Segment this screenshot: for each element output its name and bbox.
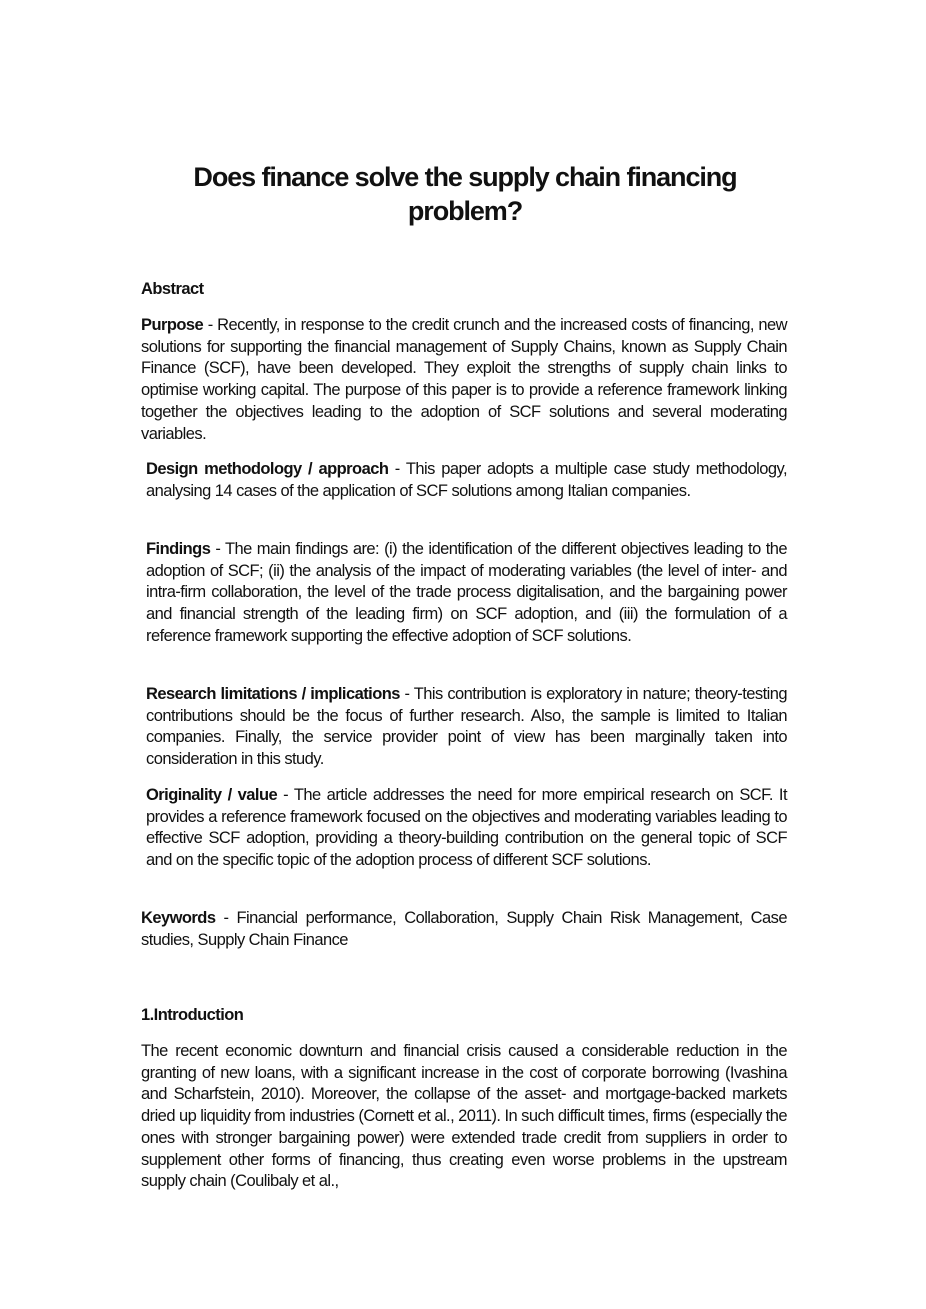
abstract-purpose: [141, 315, 787, 445]
keywords-text: - Financial performance, Collaboration, Supply Chain Risk Management, Case studies, Supply Chain Finance: [141, 909, 787, 949]
originality-label: Originality / value: [146, 786, 278, 804]
introduction-heading: 1.Introduction: [141, 1006, 244, 1024]
abstract-limitations: [141, 684, 787, 771]
design-text: - This paper adopts a multiple case study methodology, analysing 14 cases of the application of SCF solutions among Italian companies.: [146, 460, 787, 500]
purpose-text: - Recently, in response to the credit crunch and the increased costs of financing, new solutions for supporting the financial management of Supply Chains, known as Supply Chain Finance (SCF), have been developed. They exploit the strengths of supply chain links to optimise working capital. The purpose of this paper is to provide a reference framework linking together the objectives leading to the adoption of SCF solutions and several moderating variables.: [141, 316, 787, 443]
paper-title: Does finance solve the supply chain financing problem?: [193, 162, 737, 226]
keywords-label: Keywords: [141, 909, 216, 927]
introduction-paragraph: The recent economic downturn and financial crisis caused a considerable reduction in the granting of new loans, with a significant increase in the cost of corporate borrowing (Ivashina and Scharfstein, 2010). Moreover, the collapse of the asset- and mortgage-backed markets dried up liquidity from industries (Cornett et al., 2011). In such difficult times, firms (especially the ones with stronger bargaining power) were extended trade credit from suppliers in order to supplement other forms of financing, thus creating even worse problems in the upstream supply chain (Coulibaly et al.,: [141, 1042, 787, 1191]
originality-text: - The article addresses the need for more empirical research on SCF. It provides a reference framework focused on the objectives and moderating variables leading to effective SCF adoption, providing a theory-building contribution on the general topic of SCF and on the specific topic of the adoption process of different SCF solutions.: [146, 786, 788, 870]
purpose-label: Purpose: [141, 316, 204, 334]
abstract-keywords: [141, 908, 787, 951]
findings-label: Findings: [146, 540, 211, 558]
findings-text: - The main findings are: (i) the identification of the different objectives leading to the adoption of SCF; (ii) the analysis of the impact of moderating variables (the level of inter- and intra-firm collaboration, the level of the trade process digitalisation, and the bargaining power and financial strength of the leading firm) on SCF adoption, and (iii) the formulation of a reference framework supporting the effective adoption of SCF solutions.: [146, 540, 787, 645]
abstract-originality: [141, 785, 787, 872]
abstract-heading: Abstract: [141, 280, 204, 298]
abstract-design: [141, 459, 787, 502]
limitations-label: Research limitations / implications: [146, 685, 400, 703]
abstract-findings: [141, 539, 787, 648]
limitations-text: - This contribution is exploratory in nature; theory-testing contributions should be the focus of further research. Also, the sample is limited to Italian companies. Finally, the service provider point of view has been marginally taken into consideration in this study.: [146, 685, 787, 769]
design-label: Design methodology / approach: [146, 460, 389, 478]
